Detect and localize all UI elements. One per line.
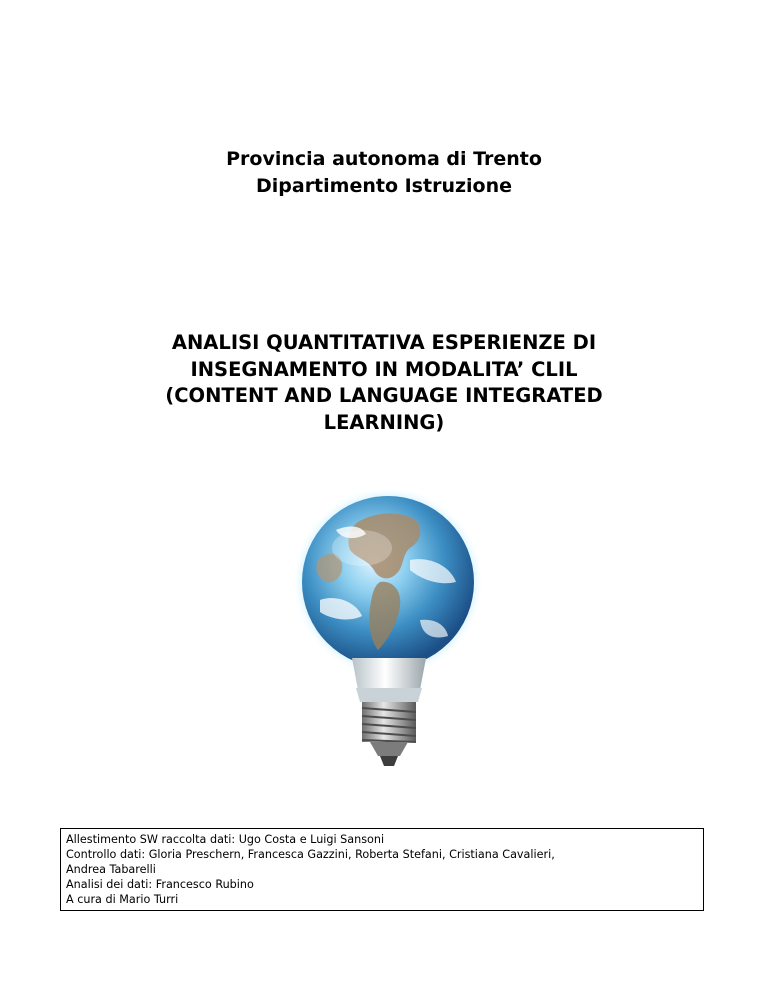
document-title (100, 330, 668, 436)
bulb-insulator (370, 742, 408, 756)
credits-line: Allestimento SW raccolta dati: Ugo Costa e Luigi Sansoni (66, 833, 385, 846)
globe-highlight (332, 530, 392, 566)
title-line-3: (CONTENT AND LANGUAGE INTEGRATED (165, 384, 603, 407)
institution-header (0, 146, 768, 200)
credits-line: Controllo dati: Gloria Preschern, Francesca Gazzini, Roberta Stefani, Cristiana Cavalieri, (66, 848, 555, 861)
credits-box (60, 828, 704, 911)
department-name: Dipartimento Istruzione (255, 175, 513, 197)
institution-name: Provincia autonoma di Trento (226, 148, 542, 170)
bulb-collar (356, 688, 422, 702)
credits-line: Andrea Tabarelli (66, 863, 156, 876)
bulb-contact (380, 756, 398, 766)
title-line-4: LEARNING) (323, 410, 445, 434)
credits-line: Analisi dei dati: Francesco Rubino (66, 878, 254, 891)
title-line-2: INSEGNAMENTO IN MODALITA’ CLIL (190, 357, 578, 381)
bulb-neck (352, 658, 426, 690)
globe-lightbulb-icon (270, 490, 510, 790)
credits-line: A cura di Mario Turri (66, 893, 179, 906)
title-line-1: ANALISI QUANTITATIVA ESPERIENZE DI (171, 331, 597, 354)
